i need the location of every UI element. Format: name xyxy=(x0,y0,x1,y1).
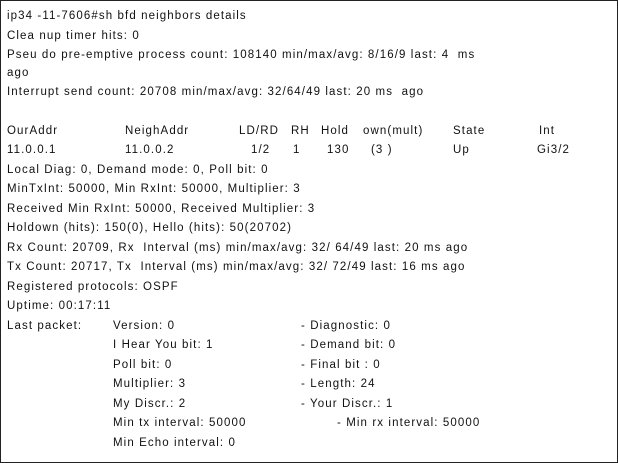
output-line: Local Diag: 0, Demand mode: 0, Poll bit: 0 xyxy=(7,164,269,176)
output-line: Uptime: 00:17:11 xyxy=(7,300,112,312)
col-header-own-mult: own(mult) xyxy=(363,125,424,137)
last-packet-row xyxy=(7,336,607,354)
output-line: Received Min RxInt: 50000, Received Multiplier: 3 xyxy=(7,203,316,215)
lp-multiplier: Multiplier: 3 xyxy=(113,378,187,390)
output-line: Pseu do pre-emptive process count: 108140 min/max/avg: 8/16/9 last: 4 ms xyxy=(7,49,476,61)
col-header-neighaddr: NeighAddr xyxy=(125,125,190,137)
last-packet-row xyxy=(7,375,607,393)
col-header-ldrd: LD/RD xyxy=(239,125,280,137)
last-packet-row xyxy=(7,395,607,413)
output-line: MinTxInt: 50000, Min RxInt: 50000, Multiplier: 3 xyxy=(7,183,301,195)
last-packet-row xyxy=(7,356,607,374)
col-header-state: State xyxy=(453,125,486,137)
table-row xyxy=(7,141,607,159)
cell-int: Gi3/2 xyxy=(537,144,570,156)
col-header-ouraddr: OurAddr xyxy=(7,125,59,137)
lp-your-discr: - Your Discr.: 1 xyxy=(301,398,394,410)
lp-final-bit: - Final bit : 0 xyxy=(301,359,381,371)
lp-demand-bit: - Demand bit: 0 xyxy=(301,339,397,351)
cell-rh: 1 xyxy=(293,144,301,156)
output-line: Registered protocols: OSPF xyxy=(7,281,179,293)
output-line: ago xyxy=(7,67,30,79)
cell-ouraddr: 11.0.0.1 xyxy=(7,144,57,156)
lp-min-rx-interval: - Min rx interval: 50000 xyxy=(337,417,481,429)
output-line: Tx Count: 20717, Tx Interval (ms) min/max/avg: 32/ 72/49 last: 16 ms ago xyxy=(7,261,466,273)
lp-version: Version: 0 xyxy=(113,320,176,332)
cell-ldrd: 1/2 xyxy=(251,144,271,156)
lp-diagnostic: - Diagnostic: 0 xyxy=(301,320,392,332)
cell-own-mult: (3 ) xyxy=(371,144,393,156)
lp-length: - Length: 24 xyxy=(301,378,376,390)
output-line: Interrupt send count: 20708 min/max/avg: 32/64/49 last: 20 ms ago xyxy=(7,86,425,98)
lp-i-hear-you-bit: I Hear You bit: 1 xyxy=(113,339,214,351)
lp-my-discr: My Discr.: 2 xyxy=(113,398,187,410)
col-header-hold: Hold xyxy=(321,125,350,137)
cell-state: Up xyxy=(453,144,470,156)
command-line: ip34 -11-7606#sh bfd neighbors details xyxy=(7,10,247,22)
output-line: Holdown (hits): 150(0), Hello (hits): 50(20702) xyxy=(7,222,292,234)
col-header-rh: RH xyxy=(291,125,310,137)
output-line: Rx Count: 20709, Rx Interval (ms) min/max/avg: 32/ 64/49 last: 20 ms ago xyxy=(7,242,469,254)
lp-min-echo-interval: Min Echo interval: 0 xyxy=(113,437,236,449)
last-packet-row xyxy=(7,317,607,335)
last-packet-row xyxy=(7,434,607,452)
lp-poll-bit: Poll bit: 0 xyxy=(113,359,173,371)
cell-neighaddr: 11.0.0.2 xyxy=(125,144,175,156)
lp-min-tx-interval: Min tx interval: 50000 xyxy=(113,417,247,429)
table-header-row xyxy=(7,122,607,140)
col-header-int: Int xyxy=(539,125,556,137)
last-packet-row xyxy=(7,414,607,432)
cell-hold: 130 xyxy=(327,144,350,156)
output-line: Clea nup timer hits: 0 xyxy=(7,30,140,42)
last-packet-label: Last packet: xyxy=(7,320,83,332)
